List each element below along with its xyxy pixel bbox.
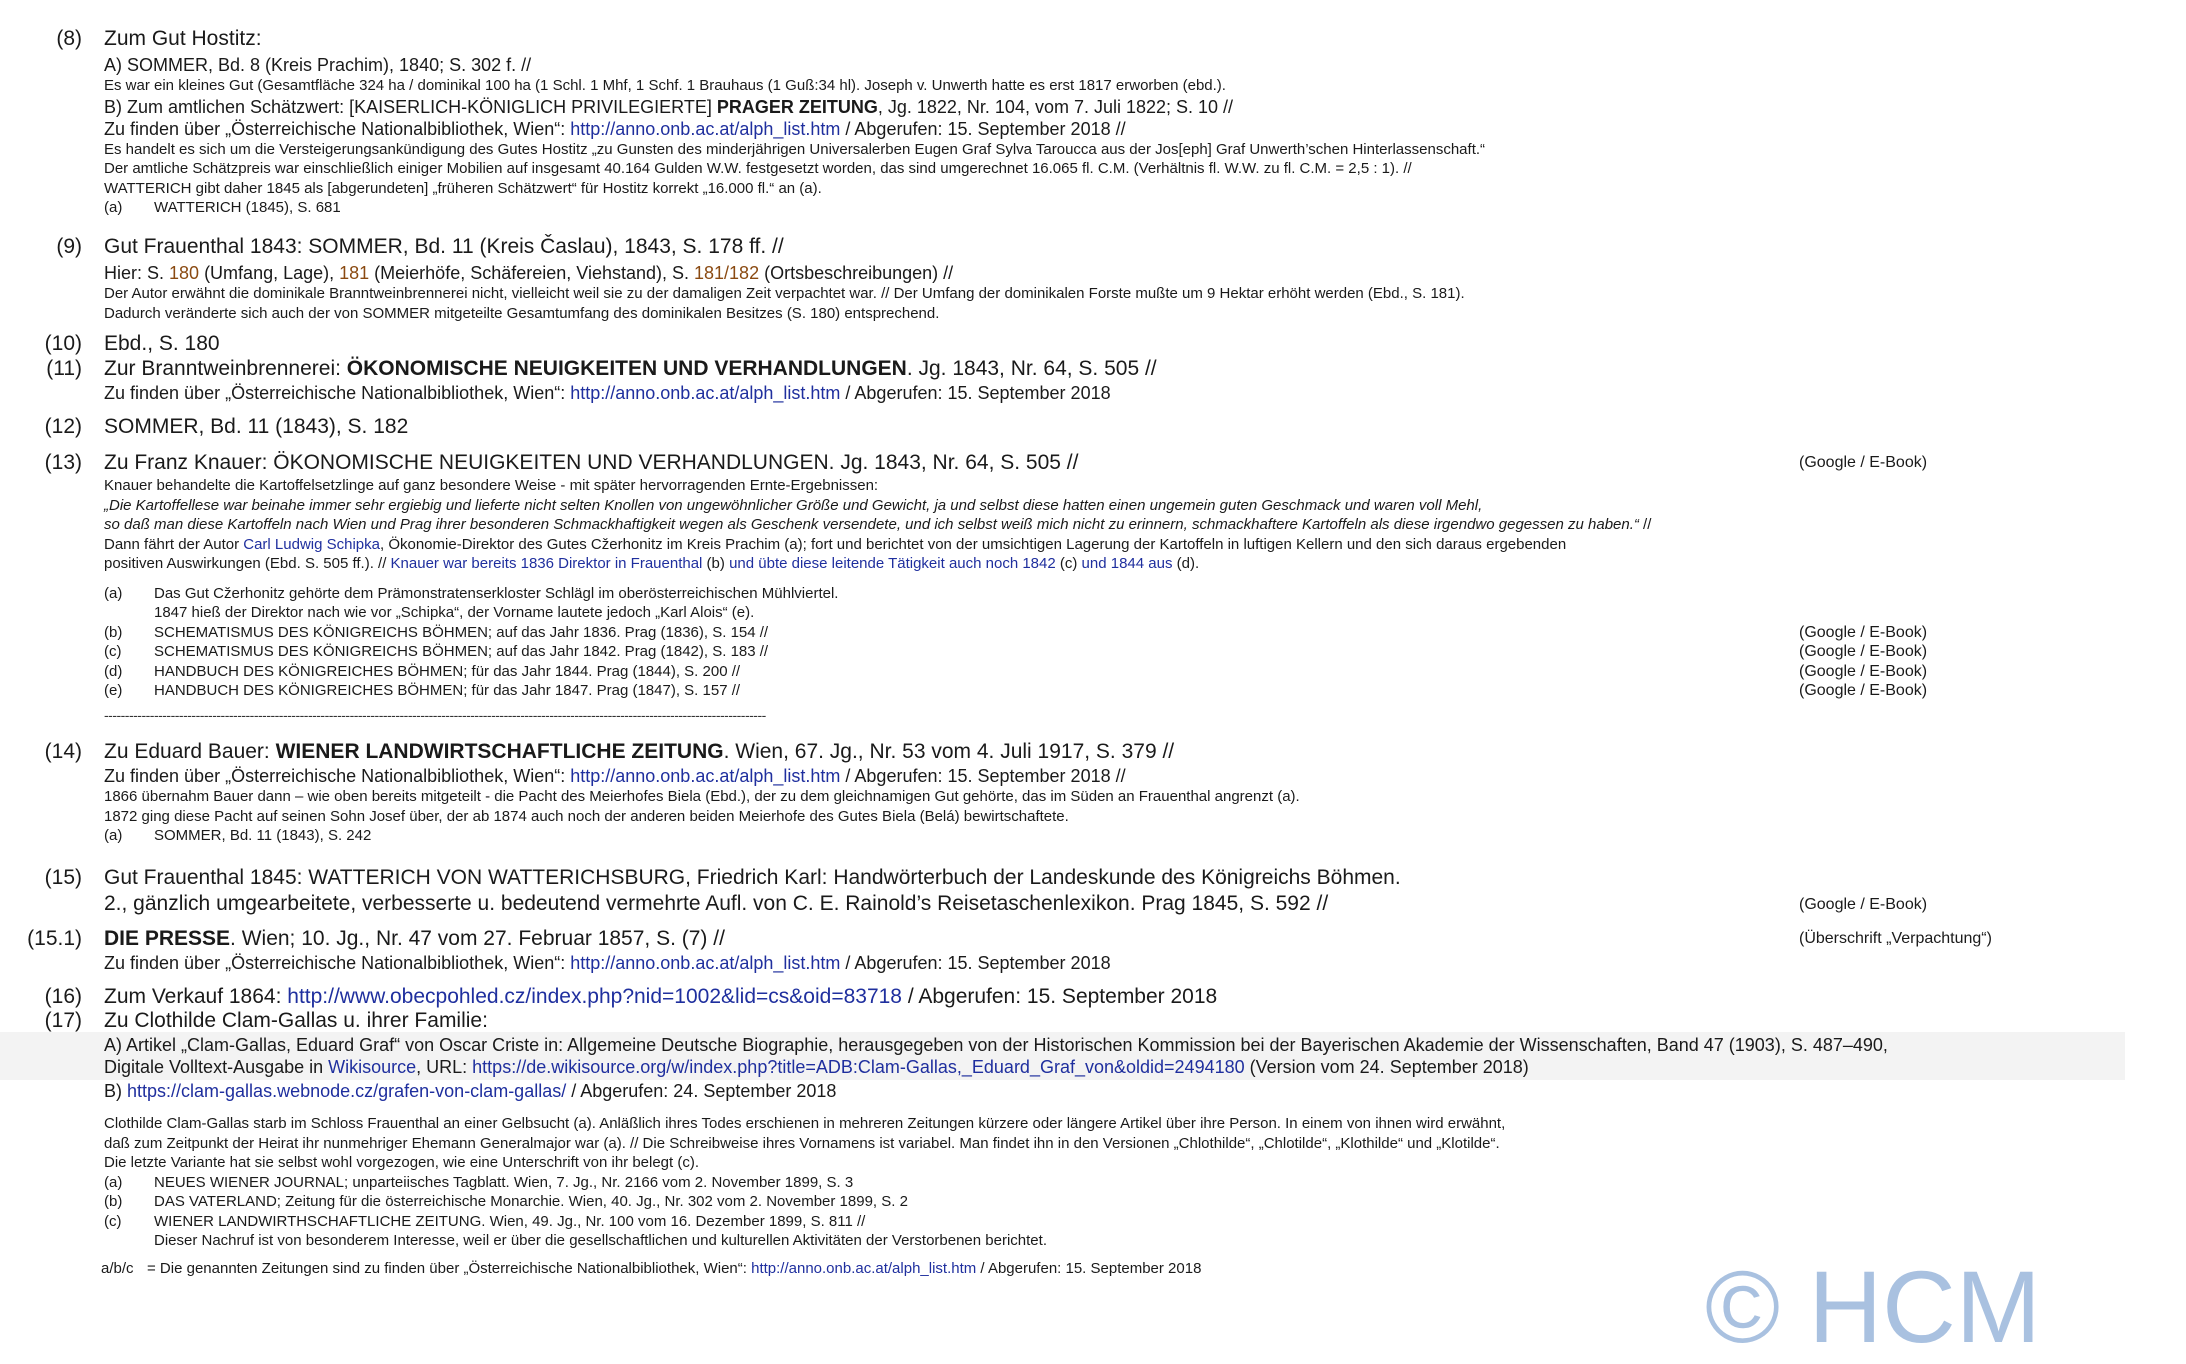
find-line: Zu finden über „Österreichische Nationalbibliothek, Wien“: http://anno.onb.ac.at/alph_list.htm / Abgerufen: 15. September 2018 <box>104 383 1111 403</box>
sub-reference-text: SCHEMATISMUS DES KÖNIGREICHS BÖHMEN; auf das Jahr 1836. Prag (1836), S. 154 // <box>154 623 769 641</box>
note-line: WATTERICH gibt daher 1845 als [abgerundeten] „früheren Schätzwert“ für Hostitz korrekt „16.000 fl.“ an (a). <box>104 179 822 197</box>
find-line: Zu finden über „Österreichische Nationalbibliothek, Wien“: http://anno.onb.ac.at/alph_list.htm / Abgerufen: 15. September 2018 // <box>104 118 1126 139</box>
wikisource-url-link[interactable]: https://de.wikisource.org/w/index.php?title=ADB:Clam-Gallas,_Eduard_Graf_von&oldid=2494180 <box>472 1057 1245 1077</box>
footnote-number: (17) <box>44 1009 82 1032</box>
footnote-number: (12) <box>44 415 82 438</box>
google-ebook-link[interactable]: (Google / E-Book) <box>1799 454 1928 471</box>
sub-reference <box>104 623 1984 643</box>
google-ebook-link[interactable]: (Google / E-Book) <box>1799 643 1928 660</box>
abc-note: a/b/c = Die genannten Zeitungen sind zu finden über „Österreichische Nationalbibliothek, Wien“: http://anno.onb.ac.at/alph_list.htm / Abgerufen: 15. September 2018 <box>101 1259 1202 1277</box>
source-b: B) Zum amtlichen Schätzwert: [KAISERLICH-KÖNIGLICH PRIVILEGIERTE] PRAGER ZEITUNG, Jg. 1822, Nr. 104, vom 7. Juli 1822; S. 10 // <box>104 96 1234 117</box>
note-line: Dadurch veränderte sich auch der von SOMMER mitgeteilte Gesamtumfang des dominikalen Besitzes (S. 180) entsprechend. <box>104 304 940 322</box>
clam-gallas-link[interactable]: https://clam-gallas.webnode.cz/grafen-von-clam-gallas/ <box>127 1081 567 1101</box>
sub-reference <box>104 681 1984 701</box>
sub-reference <box>104 1192 1984 1212</box>
sub-reference-text: WIENER LANDWIRTHSCHAFTLICHE ZEITUNG. Wien, 49. Jg., Nr. 100 vom 16. Dezember 1899, S. 811 // <box>154 1212 866 1230</box>
footnote-title: Zu Franz Knauer: ÖKONOMISCHE NEUIGKEITEN UND VERHANDLUNGEN. Jg. 1843, Nr. 64, S. 505 // <box>104 451 1079 474</box>
find-line: Zu finden über „Österreichische Nationalbibliothek, Wien“: http://anno.onb.ac.at/alph_list.htm / Abgerufen: 15. September 2018 <box>104 953 1111 973</box>
sub-reference <box>104 584 1984 604</box>
sub-reference-text: Dieser Nachruf ist von besonderem Interesse, weil er über die gesellschaftlichen und kulturellen Aktivitäten der Verstorbenen berichtet. <box>154 1232 1047 1249</box>
footnote-number: (13) <box>44 451 82 474</box>
note-line: Die letzte Variante hat sie selbst wohl vorgezogen, wie eine Unterschrift von ihr belegt (c). <box>104 1154 700 1171</box>
google-ebook-link[interactable]: (Google / E-Book) <box>1799 896 1928 913</box>
sub-reference: (a) SOMMER, Bd. 11 (1843), S. 242 <box>104 827 372 844</box>
sub-reference-text: NEUES WIENER JOURNAL; unparteiisches Tagblatt. Wien, 7. Jg., Nr. 2166 vom 2. November 1899, S. 3 <box>154 1173 854 1191</box>
find-line: Zu finden über „Österreichische Nationalbibliothek, Wien“: http://anno.onb.ac.at/alph_list.htm / Abgerufen: 15. September 2018 // <box>104 766 1126 786</box>
note-line: 1872 ging diese Pacht auf seinen Sohn Josef über, der ab 1874 auch noch der anderen beiden Meierhofe des Gutes Biela (Belá) bewirtschaftete. <box>104 807 1069 825</box>
note-line: Es war ein kleines Gut (Gesamtfläche 324 ha / dominikal 100 ha (1 Schl. 1 Mhf, 1 Schf. 1 Brauhaus (1 Guß:34 hl). Joseph v. Unwerth hatte es erst 1817 erworben (ebd.). <box>104 77 1226 94</box>
copyright-watermark: © HCM <box>1705 1250 2041 1364</box>
note-line: Es handelt es sich um die Versteigerungsankündigung des Gutes Hostitz „zu Gunsten des minderjährigen Universalerben Eugen Graf Sylva Taroucca aus der Jos[eph] Graf Unwerth’schen Hinterlassenschaft.“ <box>104 140 1486 158</box>
note-line: positiven Auswirkungen (Ebd. S. 505 ff.). // Knauer war bereits 1836 Direktor in Frauenthal (b) und übte diese leitende Tätigkeit auch noch 1842 (c) und 1844 aus (d). <box>104 555 1200 572</box>
footnote-number: (10) <box>44 332 82 355</box>
footnote-title: Gut Frauenthal 1845: WATTERICH VON WATTERICHSBURG, Friedrich Karl: Handwörterbuch der Landeskunde des Königreichs Böhmen. <box>104 866 1401 889</box>
sub-reference <box>104 1231 1984 1251</box>
sub-reference-list <box>104 1173 1984 1251</box>
source-a-cont: Digitale Volltext-Ausgabe in Wikisource, URL: https://de.wikisource.org/w/index.php?title=ADB:Clam-Gallas,_Eduard_Graf_von&oldid=2494180 (Version vom 24. September 2018) <box>104 1057 1529 1077</box>
page-refs: Hier: S. 180 (Umfang, Lage), 181 (Meierhöfe, Schäfereien, Viehstand), S. 181/182 (Ortsbeschreibungen) // <box>104 263 954 283</box>
sub-reference-text: SCHEMATISMUS DES KÖNIGREICHS BÖHMEN; auf das Jahr 1842. Prag (1842), S. 183 // <box>154 643 769 660</box>
source-a: A) Artikel „Clam-Gallas, Eduard Graf“ von Oscar Criste in: Allgemeine Deutsche Biographie, herausgegeben von der Historischen Kommission bei der Bayerischen Akademie der Wissenschaften, Band 47 (1903), S. 487–490, <box>104 1035 1888 1055</box>
note-line: Der amtliche Schätzpreis war einschließlich einiger Mobilien auf insgesamt 40.164 Gulden W.W. festgesetzt worden, das sind umgerechnet 16.065 fl. C.M. (Verhältnis fl. W.W. zu fl. C.M. = 2,5 : 1). // <box>104 160 1412 177</box>
note-line: daß zum Zeitpunkt der Heirat ihr nunmehriger Ehemann Generalmajor war (a). // Die Schreibweise ihres Vornamens ist variabel. Man findet ihn in den Versionen „Chlothilde“, „Chlotilde“, „Klothilde“ und „Klotilde“. <box>104 1134 1500 1152</box>
sub-reference-label: (b) <box>104 1193 123 1210</box>
source-a: A) SOMMER, Bd. 8 (Kreis Prachim), 1840; S. 302 f. // <box>104 55 532 75</box>
sub-reference <box>104 603 1984 623</box>
obecpohled-link[interactable]: http://www.obecpohled.cz/index.php?nid=1002&lid=cs&oid=83718 <box>287 985 902 1008</box>
footnote-number: (16) <box>44 985 82 1008</box>
footnote-number: (15) <box>44 866 82 889</box>
sub-reference <box>104 1212 1984 1232</box>
sub-reference <box>104 642 1984 662</box>
footnote-number: (8) <box>56 27 82 50</box>
schipka-link[interactable]: Carl Ludwig Schipka <box>243 535 380 553</box>
footnote-number: (9) <box>56 235 82 258</box>
google-ebook-link[interactable]: (Google / E-Book) <box>1799 662 1928 680</box>
footnote-title: Gut Frauenthal 1843: SOMMER, Bd. 11 (Kreis Časlau), 1843, S. 178 ff. // <box>104 235 784 258</box>
anno-link[interactable]: http://anno.onb.ac.at/alph_list.htm <box>570 766 841 786</box>
note-line: Knauer behandelte die Kartoffelsetzlinge auf ganz besondere Weise - mit später hervorragenden Ernte-Ergebnissen: <box>104 477 879 494</box>
footnote-title: Zu Clothilde Clam-Gallas u. ihrer Familie: <box>104 1009 488 1032</box>
sub-reference-text: 1847 hieß der Direktor nach wie vor „Schipka“, der Vorname lautete jedoch „Karl Alois“ (e). <box>154 604 755 621</box>
sub-reference-list <box>104 584 1984 701</box>
google-ebook-link[interactable]: (Google / E-Book) <box>1799 682 1928 699</box>
anno-link[interactable]: http://anno.onb.ac.at/alph_list.htm <box>751 1259 977 1277</box>
anno-link[interactable]: http://anno.onb.ac.at/alph_list.htm <box>570 383 841 403</box>
sub-reference-text: DAS VATERLAND; Zeitung für die österreichische Monarchie. Wien, 40. Jg., Nr. 302 vom 2. November 1899, S. 2 <box>154 1193 908 1210</box>
sub-reference <box>104 1173 1984 1193</box>
sub-reference-label: (d) <box>104 662 123 680</box>
footnote-title: Zum Gut Hostitz: <box>104 27 262 50</box>
footnote-title-cont: 2., gänzlich umgearbeitete, verbesserte u. bedeutend vermehrte Aufl. von C. E. Rainold’s Reisetaschenlexikon. Prag 1845, S. 592 // <box>104 892 1329 915</box>
sub-reference-text: HANDBUCH DES KÖNIGREICHES BÖHMEN; für das Jahr 1844. Prag (1844), S. 200 // <box>154 662 741 680</box>
sub-reference-label: (c) <box>104 643 122 660</box>
sub-reference-label: (a) <box>104 1173 123 1191</box>
source-b: B) https://clam-gallas.webnode.cz/grafen-von-clam-gallas/ / Abgerufen: 24. September 2018 <box>104 1081 837 1101</box>
note-line: 1866 übernahm Bauer dann – wie oben bereits mitgeteilt - die Pacht des Meierhofes Biela (Ebd.), der zu dem gleichnamigen Gut gehörte, das im Süden an Frauenthal angrenzt (a). <box>104 788 1300 805</box>
divider-line: --------------------------------------------------------------------------------------------------------------------------------------------------------------- <box>104 706 766 723</box>
wikisource-link[interactable]: Wikisource <box>328 1057 417 1077</box>
sub-reference: (a) WATTERICH (1845), S. 681 <box>104 199 341 216</box>
footnote-number: (14) <box>44 740 82 763</box>
anno-link[interactable]: http://anno.onb.ac.at/alph_list.htm <box>570 118 841 139</box>
footnote-title: Zu Eduard Bauer: WIENER LANDWIRTSCHAFTLICHE ZEITUNG. Wien, 67. Jg., Nr. 53 vom 4. Juli 1917, S. 379 // <box>104 740 1175 763</box>
sub-reference-label: (b) <box>104 623 123 641</box>
sub-reference-label: (a) <box>104 584 123 602</box>
footnote-number: (11) <box>46 357 82 380</box>
note-line: Der Autor erwähnt die dominikale Branntweinbrennerei nicht, vielleicht weil sie zu der damaligen Zeit verpachtet war. // Der Umfang der dominikalen Forste mußte um 9 Hektar erhöht werden (Ebd., S. 181). <box>104 285 1465 302</box>
heading-note: (Überschrift „Verpachtung“) <box>1799 930 1992 947</box>
footnote-title: DIE PRESSE. Wien; 10. Jg., Nr. 47 vom 27. Februar 1857, S. (7) // <box>104 927 725 950</box>
anno-link[interactable]: http://anno.onb.ac.at/alph_list.htm <box>570 953 841 973</box>
sub-reference-label: (c) <box>104 1212 122 1230</box>
google-ebook-link[interactable]: (Google / E-Book) <box>1799 623 1928 641</box>
footnote-title: SOMMER, Bd. 11 (1843), S. 182 <box>104 415 409 438</box>
sub-reference <box>104 662 1984 682</box>
quote-line: „Die Kartoffellese war beinahe immer sehr ergiebig und lieferte nicht selten Knollen von ungewöhnlicher Größe und Gewicht, ja und selbst diese hatten einen ungemein guten Geschmack und waren voll Mehl, <box>104 496 1483 514</box>
sub-reference-text: Das Gut Cžerhonitz gehörte dem Prämonstratenserkloster Schlägl im oberösterreichischen Mühlviertel. <box>154 584 839 602</box>
quote-line: so daß man diese Kartoffeln nach Wien und Prag ihrer besonderen Schmackhaftigkeit wegen als Geschenk versendete, und ich selbst weiß mich nicht zu erinnern, schmackhaftere Kartoffeln als diese irgendwo gegessen zu haben.“ // <box>104 516 1652 533</box>
note-line: Dann fährt der Autor Carl Ludwig Schipka, Ökonomie-Direktor des Gutes Cžerhonitz im Kreis Prachim (a); fort und berichtet von der umsichtigen Lagerung der Kartoffeln in luftigen Kellern und den sich daraus ergebenden <box>104 535 1567 553</box>
footnote-title: Ebd., S. 180 <box>104 332 220 355</box>
sub-reference-text: HANDBUCH DES KÖNIGREICHES BÖHMEN; für das Jahr 1847. Prag (1847), S. 157 // <box>154 682 741 699</box>
newspaper-title: PRAGER ZEITUNG <box>716 96 878 117</box>
footnote-title: Zur Branntweinbrennerei: ÖKONOMISCHE NEUIGKEITEN UND VERHANDLUNGEN. Jg. 1843, Nr. 64, S. 505 // <box>104 357 1157 380</box>
footnote-title: Zum Verkauf 1864: http://www.obecpohled.cz/index.php?nid=1002&lid=cs&oid=83718 / Abgerufen: 15. September 2018 <box>104 985 1218 1008</box>
sub-reference-label: (e) <box>104 682 123 699</box>
note-line: Clothilde Clam-Gallas starb im Schloss Frauenthal an einer Gelbsucht (a). Anläßlich ihres Todes erschienen in mehreren Zeitungen kürzere oder längere Artikel über ihre Person. In einem von ihnen wird erwähnt, <box>104 1115 1506 1132</box>
footnote-number: (15.1) <box>27 927 82 950</box>
